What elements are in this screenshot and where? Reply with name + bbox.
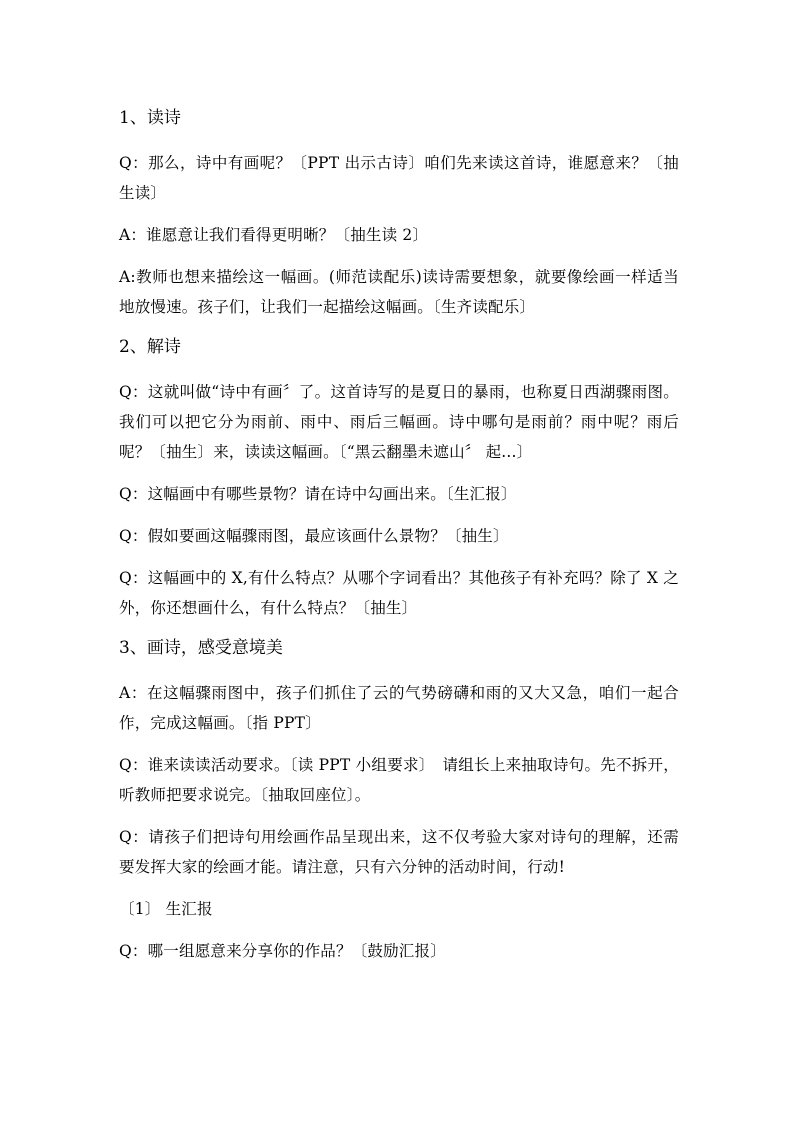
paragraph: Q：请孩子们把诗句用绘画作品呈现出来，这不仅考验大家对诗句的理解，还需要发挥大家的绘画才能。请注意，只有六分钟的活动时间，行动! [119,828,679,876]
paragraph: A:教师也想来描绘这一幅画。(师范读配乐)读诗需要想象，就要像绘画一样适当地放慢速。孩子们，让我们一起描绘这幅画。〔生齐读配乐〕 [119,268,679,316]
section-heading-draw-poem: 3、画诗，感受意境美 [119,638,283,658]
paragraph: A：谁愿意让我们看得更明晰？〔抽生读 2〕 [119,226,429,244]
document-page [119,105,679,978]
paragraph: Q：谁来读读活动要求。〔读 PPT 小组要求〕 请组长上来抽取诗句。先不拆开，听教师把要求说完。〔抽取回座位〕。 [119,756,679,804]
section-heading-explain-poem: 2、解诗 [119,337,181,357]
paragraph: Q：那么，诗中有画呢？〔PPT 出示古诗〕咱们先来读这首诗，谁愿意来？〔抽生读〕 [119,154,679,202]
paragraph: Q：这幅画中的 X,有什么特点？从哪个字词看出？其他孩子有补充吗？除了 X 之外，你还想画什么，有什么特点？〔抽生〕 [119,569,679,617]
sub-item-label: 〔1〕 生汇报 [119,900,213,918]
paragraph: Q：哪一组愿意来分享你的作品？〔鼓励汇报〕 [119,942,446,960]
paragraph: Q：这幅画中有哪些景物？请在诗中勾画出来。〔生汇报〕 [119,485,517,503]
paragraph: Q：假如要画这幅骤雨图，最应该画什么景物？〔抽生〕 [119,527,509,545]
paragraph: Q：这就叫做“诗中有画〞了。这首诗写的是夏日的暴雨，也称夏日西湖骤雨图。我们可以把它分为雨前、雨中、雨后三幅画。诗中哪句是雨前？雨中呢？雨后呢？〔抽生〕来，读读这幅画。〔“黑云翻墨未遮山〞 起...〕 [119,383,679,461]
paragraph: A：在这幅骤雨图中，孩子们抓住了云的气势磅礴和雨的又大又急，咱们一起合作，完成这幅画。〔指 PPT〕 [119,684,679,732]
section-heading-read-poem: 1、读诗 [119,108,181,128]
